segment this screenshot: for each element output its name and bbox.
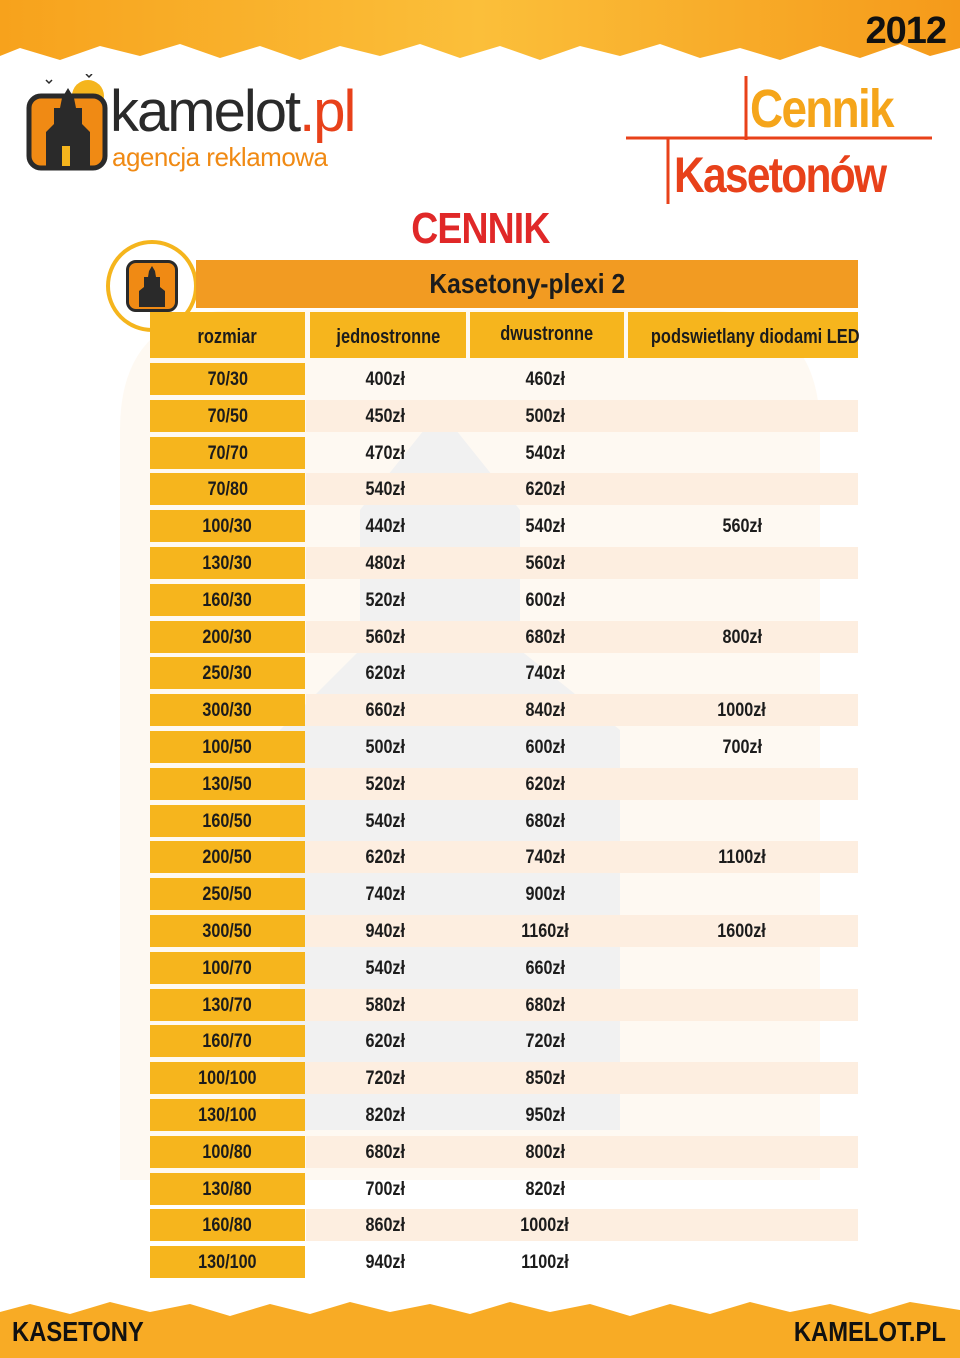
price-double: 900zł	[525, 884, 565, 906]
price-led: 700zł	[722, 737, 762, 758]
row-size: 70/70	[150, 437, 305, 469]
row-size: 100/100	[150, 1062, 305, 1094]
row-size: 100/70	[150, 952, 305, 984]
header-title	[622, 72, 942, 212]
table-row	[0, 547, 960, 579]
price-led	[626, 768, 858, 800]
price-led	[626, 1136, 858, 1168]
price-double: 620zł	[525, 773, 565, 795]
price-double: 680zł	[525, 810, 565, 832]
price-double: 600zł	[525, 737, 565, 758]
table-row	[0, 1246, 960, 1278]
col-header-single: jednostronne	[310, 312, 466, 358]
price-single: 400zł	[365, 369, 405, 390]
row-size: 100/30	[150, 510, 305, 542]
table-row	[0, 400, 960, 432]
table-row	[0, 1062, 960, 1094]
price-led	[626, 473, 858, 505]
table-row	[0, 915, 960, 947]
price-single: 620zł	[365, 663, 405, 685]
price-single: 480zł	[365, 553, 405, 574]
price-single: 540zł	[365, 957, 405, 979]
row-size: 300/50	[150, 915, 305, 947]
price-single: 720zł	[365, 1068, 405, 1090]
row-size: 130/70	[150, 989, 305, 1021]
table-row	[0, 694, 960, 726]
price-single: 580zł	[365, 994, 405, 1016]
price-single: 660zł	[365, 700, 405, 722]
row-size: 130/100	[150, 1099, 305, 1131]
castle-logo-icon	[26, 74, 108, 174]
row-size: 130/80	[150, 1173, 305, 1205]
price-double: 540zł	[525, 442, 565, 464]
price-led	[626, 952, 858, 984]
price-led	[626, 657, 858, 689]
price-single: 860zł	[365, 1215, 405, 1237]
price-double: 460zł	[525, 369, 565, 390]
price-double: 1000zł	[520, 1215, 570, 1237]
price-double: 800zł	[525, 1141, 565, 1163]
table-row	[0, 878, 960, 910]
price-led	[626, 989, 858, 1021]
footer-right-label: KAMELOT.PL	[793, 1316, 946, 1347]
price-double: 1160zł	[521, 921, 569, 942]
price-led	[626, 400, 858, 432]
row-size: 130/30	[150, 547, 305, 579]
price-double: 720zł	[525, 1031, 565, 1053]
row-size: 70/30	[150, 363, 305, 395]
table-row	[0, 1136, 960, 1168]
price-single: 500zł	[365, 737, 405, 758]
price-led: 1100zł	[718, 847, 766, 869]
price-double: 680zł	[525, 626, 565, 648]
price-led	[626, 1173, 858, 1205]
col-header-double: dwustronne	[470, 312, 624, 358]
table-row	[0, 1173, 960, 1205]
row-size: 100/80	[150, 1136, 305, 1168]
price-single: 560zł	[365, 626, 405, 648]
price-led	[626, 547, 858, 579]
row-size: 100/50	[150, 731, 305, 763]
table-row	[0, 584, 960, 616]
table-row	[0, 841, 960, 873]
price-led: 800zł	[722, 626, 762, 648]
price-single: 540zł	[365, 810, 405, 832]
table-row	[0, 805, 960, 837]
table-row	[0, 768, 960, 800]
price-led	[626, 1246, 858, 1278]
header-title-line1: Cennik	[750, 79, 893, 139]
company-logo	[26, 74, 426, 174]
table-row	[0, 657, 960, 689]
price-double: 950zł	[525, 1105, 565, 1126]
year-label: 2012	[865, 10, 946, 52]
price-single: 440zł	[365, 516, 405, 538]
row-size: 70/50	[150, 400, 305, 432]
price-led	[626, 363, 858, 395]
price-double: 840zł	[525, 700, 565, 722]
castle-badge-icon	[126, 260, 178, 312]
page-title: CENNIK	[410, 204, 550, 253]
row-size: 160/80	[150, 1209, 305, 1241]
price-led	[626, 437, 858, 469]
table-row	[0, 473, 960, 505]
table-row	[0, 989, 960, 1021]
price-double: 500zł	[525, 405, 565, 427]
price-single: 470zł	[365, 442, 405, 464]
price-double: 680zł	[525, 994, 565, 1016]
row-size: 200/50	[150, 841, 305, 873]
price-led	[626, 805, 858, 837]
price-single: 520zł	[365, 773, 405, 795]
table-row	[0, 1099, 960, 1131]
logo-wordmark: kamelot.pl	[110, 79, 355, 144]
row-size: 160/30	[150, 584, 305, 616]
footer-left-label: KASETONY	[12, 1316, 144, 1347]
header-title-line2: Kasetonów	[674, 147, 886, 203]
table-row	[0, 952, 960, 984]
price-double: 1100zł	[521, 1252, 569, 1274]
logo-tagline: agencja reklamowa	[112, 142, 328, 172]
col-header-led: podswietlany diodami LED	[628, 312, 858, 358]
price-single: 680zł	[365, 1141, 405, 1163]
row-size: 300/30	[150, 694, 305, 726]
row-size: 130/100	[150, 1246, 305, 1278]
price-led	[626, 1025, 858, 1057]
table-row	[0, 731, 960, 763]
price-double: 850zł	[525, 1068, 565, 1090]
price-single: 700zł	[365, 1178, 405, 1200]
price-led	[626, 584, 858, 616]
price-double: 820zł	[525, 1178, 565, 1200]
price-single: 620zł	[365, 1031, 405, 1053]
row-size: 160/70	[150, 1025, 305, 1057]
price-led	[626, 1099, 858, 1131]
table-row	[0, 1025, 960, 1057]
price-double: 600zł	[525, 589, 565, 611]
price-single: 520zł	[365, 589, 405, 611]
price-led: 1600zł	[717, 921, 767, 942]
price-single: 620zł	[365, 847, 405, 869]
row-size: 250/50	[150, 878, 305, 910]
price-led: 1000zł	[717, 700, 767, 722]
col-header-size: rozmiar	[150, 312, 305, 358]
table-row	[0, 510, 960, 542]
row-size: 200/30	[150, 621, 305, 653]
price-single: 940zł	[365, 921, 405, 942]
price-led	[626, 1209, 858, 1241]
table-subtitle: Kasetony-plexi 2	[429, 268, 625, 299]
table-row	[0, 363, 960, 395]
subtitle-bar	[196, 260, 858, 308]
price-single: 940zł	[365, 1252, 405, 1274]
table-row	[0, 1209, 960, 1241]
row-size: 160/50	[150, 805, 305, 837]
table-row	[0, 437, 960, 469]
table-row	[0, 621, 960, 653]
price-single: 820zł	[365, 1105, 405, 1126]
price-single: 740zł	[365, 884, 405, 906]
row-size: 250/30	[150, 657, 305, 689]
price-double: 660zł	[525, 957, 565, 979]
price-double: 740zł	[525, 847, 565, 869]
price-double: 540zł	[525, 516, 565, 538]
price-led: 560zł	[722, 516, 762, 538]
price-double: 620zł	[525, 479, 565, 501]
price-single: 450zł	[365, 405, 405, 427]
price-led	[626, 1062, 858, 1094]
top-orange-band	[0, 0, 960, 70]
price-single: 540zł	[365, 479, 405, 501]
row-size: 70/80	[150, 473, 305, 505]
row-size: 130/50	[150, 768, 305, 800]
price-led	[626, 878, 858, 910]
price-double: 740zł	[525, 663, 565, 685]
price-double: 560zł	[525, 553, 565, 574]
